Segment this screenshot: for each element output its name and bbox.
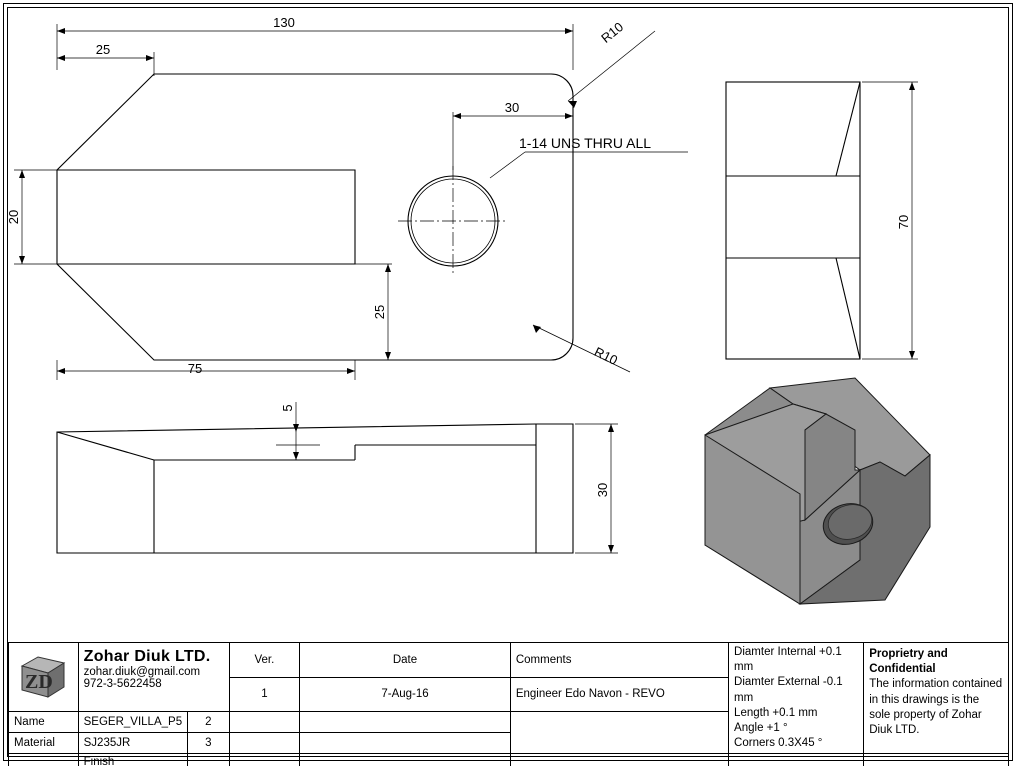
company-logo bbox=[9, 643, 79, 712]
dim-overall-length: 130 bbox=[273, 15, 295, 30]
revision-footer-date bbox=[300, 754, 511, 766]
company-phone: 972-3-5622458 bbox=[83, 678, 162, 690]
revision-footer-comments bbox=[510, 754, 728, 766]
tolerance-footer bbox=[729, 754, 864, 766]
confidential-title: Proprietry and Confidential bbox=[869, 648, 948, 676]
tolerance-block bbox=[729, 643, 864, 754]
revision-row-1-ver: 1 bbox=[229, 677, 299, 712]
field-value-finish bbox=[188, 754, 230, 766]
logo-text: ZD bbox=[25, 670, 54, 693]
dim-step: 5 bbox=[280, 404, 295, 412]
radius-top-label: R10 bbox=[598, 19, 627, 46]
top-view-dimensions bbox=[6, 15, 688, 380]
revision-footer-ver bbox=[229, 754, 299, 766]
spacer-cell bbox=[9, 754, 79, 766]
side-view-dimensions bbox=[862, 82, 918, 359]
confidential-block bbox=[864, 643, 1009, 754]
revision-header-date: Date bbox=[300, 643, 511, 678]
top-view-geometry bbox=[57, 74, 573, 360]
dim-lower-length: 75 bbox=[187, 361, 203, 376]
tolerance-line-1: Diamter Internal +0.1 mm bbox=[734, 646, 842, 674]
dim-height-left: 20 bbox=[6, 209, 21, 225]
revision-header-ver: Ver. bbox=[229, 643, 299, 678]
tolerance-line-3: Length +0.1 mm bbox=[734, 706, 818, 719]
field-label-material: Material bbox=[9, 733, 79, 754]
dim-front-chamfer: 25 bbox=[95, 42, 111, 57]
field-label-finish: Finish bbox=[78, 754, 187, 766]
field-value-material: SJ235JR bbox=[78, 733, 187, 754]
radius-bottom-label: R10 bbox=[591, 343, 620, 368]
revision-row-2-ver: 2 bbox=[188, 712, 230, 733]
revision-row-2-date bbox=[229, 712, 299, 733]
hole-callout-label: 1-14 UNS THRU ALL bbox=[519, 135, 652, 151]
revision-row-1-comments: Engineer Edo Navon - REVO bbox=[510, 677, 728, 712]
revision-row-3-ver: 3 bbox=[188, 733, 230, 754]
front-view-geometry bbox=[57, 424, 573, 553]
front-view-dimensions bbox=[276, 402, 618, 553]
dim-notch-depth: 25 bbox=[372, 304, 387, 320]
side-view-geometry bbox=[726, 82, 860, 359]
field-value-name: SEGER_VILLA_P5 bbox=[78, 712, 187, 733]
title-block bbox=[8, 642, 1009, 766]
tolerance-line-2: Diamter External -0.1 mm bbox=[734, 676, 843, 704]
company-name: Zohar Diuk LTD. bbox=[83, 648, 211, 665]
field-label-name: Name bbox=[9, 712, 79, 733]
revision-row-1-date: 7-Aug-16 bbox=[300, 677, 511, 712]
tolerance-line-5: Corners 0.3X45 ° bbox=[734, 737, 823, 750]
dim-hole-from-right: 30 bbox=[504, 100, 520, 115]
dim-thickness: 30 bbox=[595, 482, 610, 498]
company-email: zohar.diuk@gmail.com bbox=[83, 666, 201, 678]
dim-side-height: 70 bbox=[896, 214, 911, 230]
tolerance-line-4: Angle +1 ° bbox=[734, 721, 788, 734]
revision-row-3-date bbox=[229, 733, 299, 754]
revision-header-comments: Comments bbox=[510, 643, 728, 678]
isometric-view bbox=[705, 378, 930, 604]
revision-row-3-comments bbox=[300, 733, 511, 754]
revision-row-2-comments bbox=[300, 712, 511, 733]
confidential-footer bbox=[864, 754, 1009, 766]
confidential-body: The information contained in this drawings is the sole property of Zohar Diuk LTD. bbox=[869, 678, 1003, 736]
